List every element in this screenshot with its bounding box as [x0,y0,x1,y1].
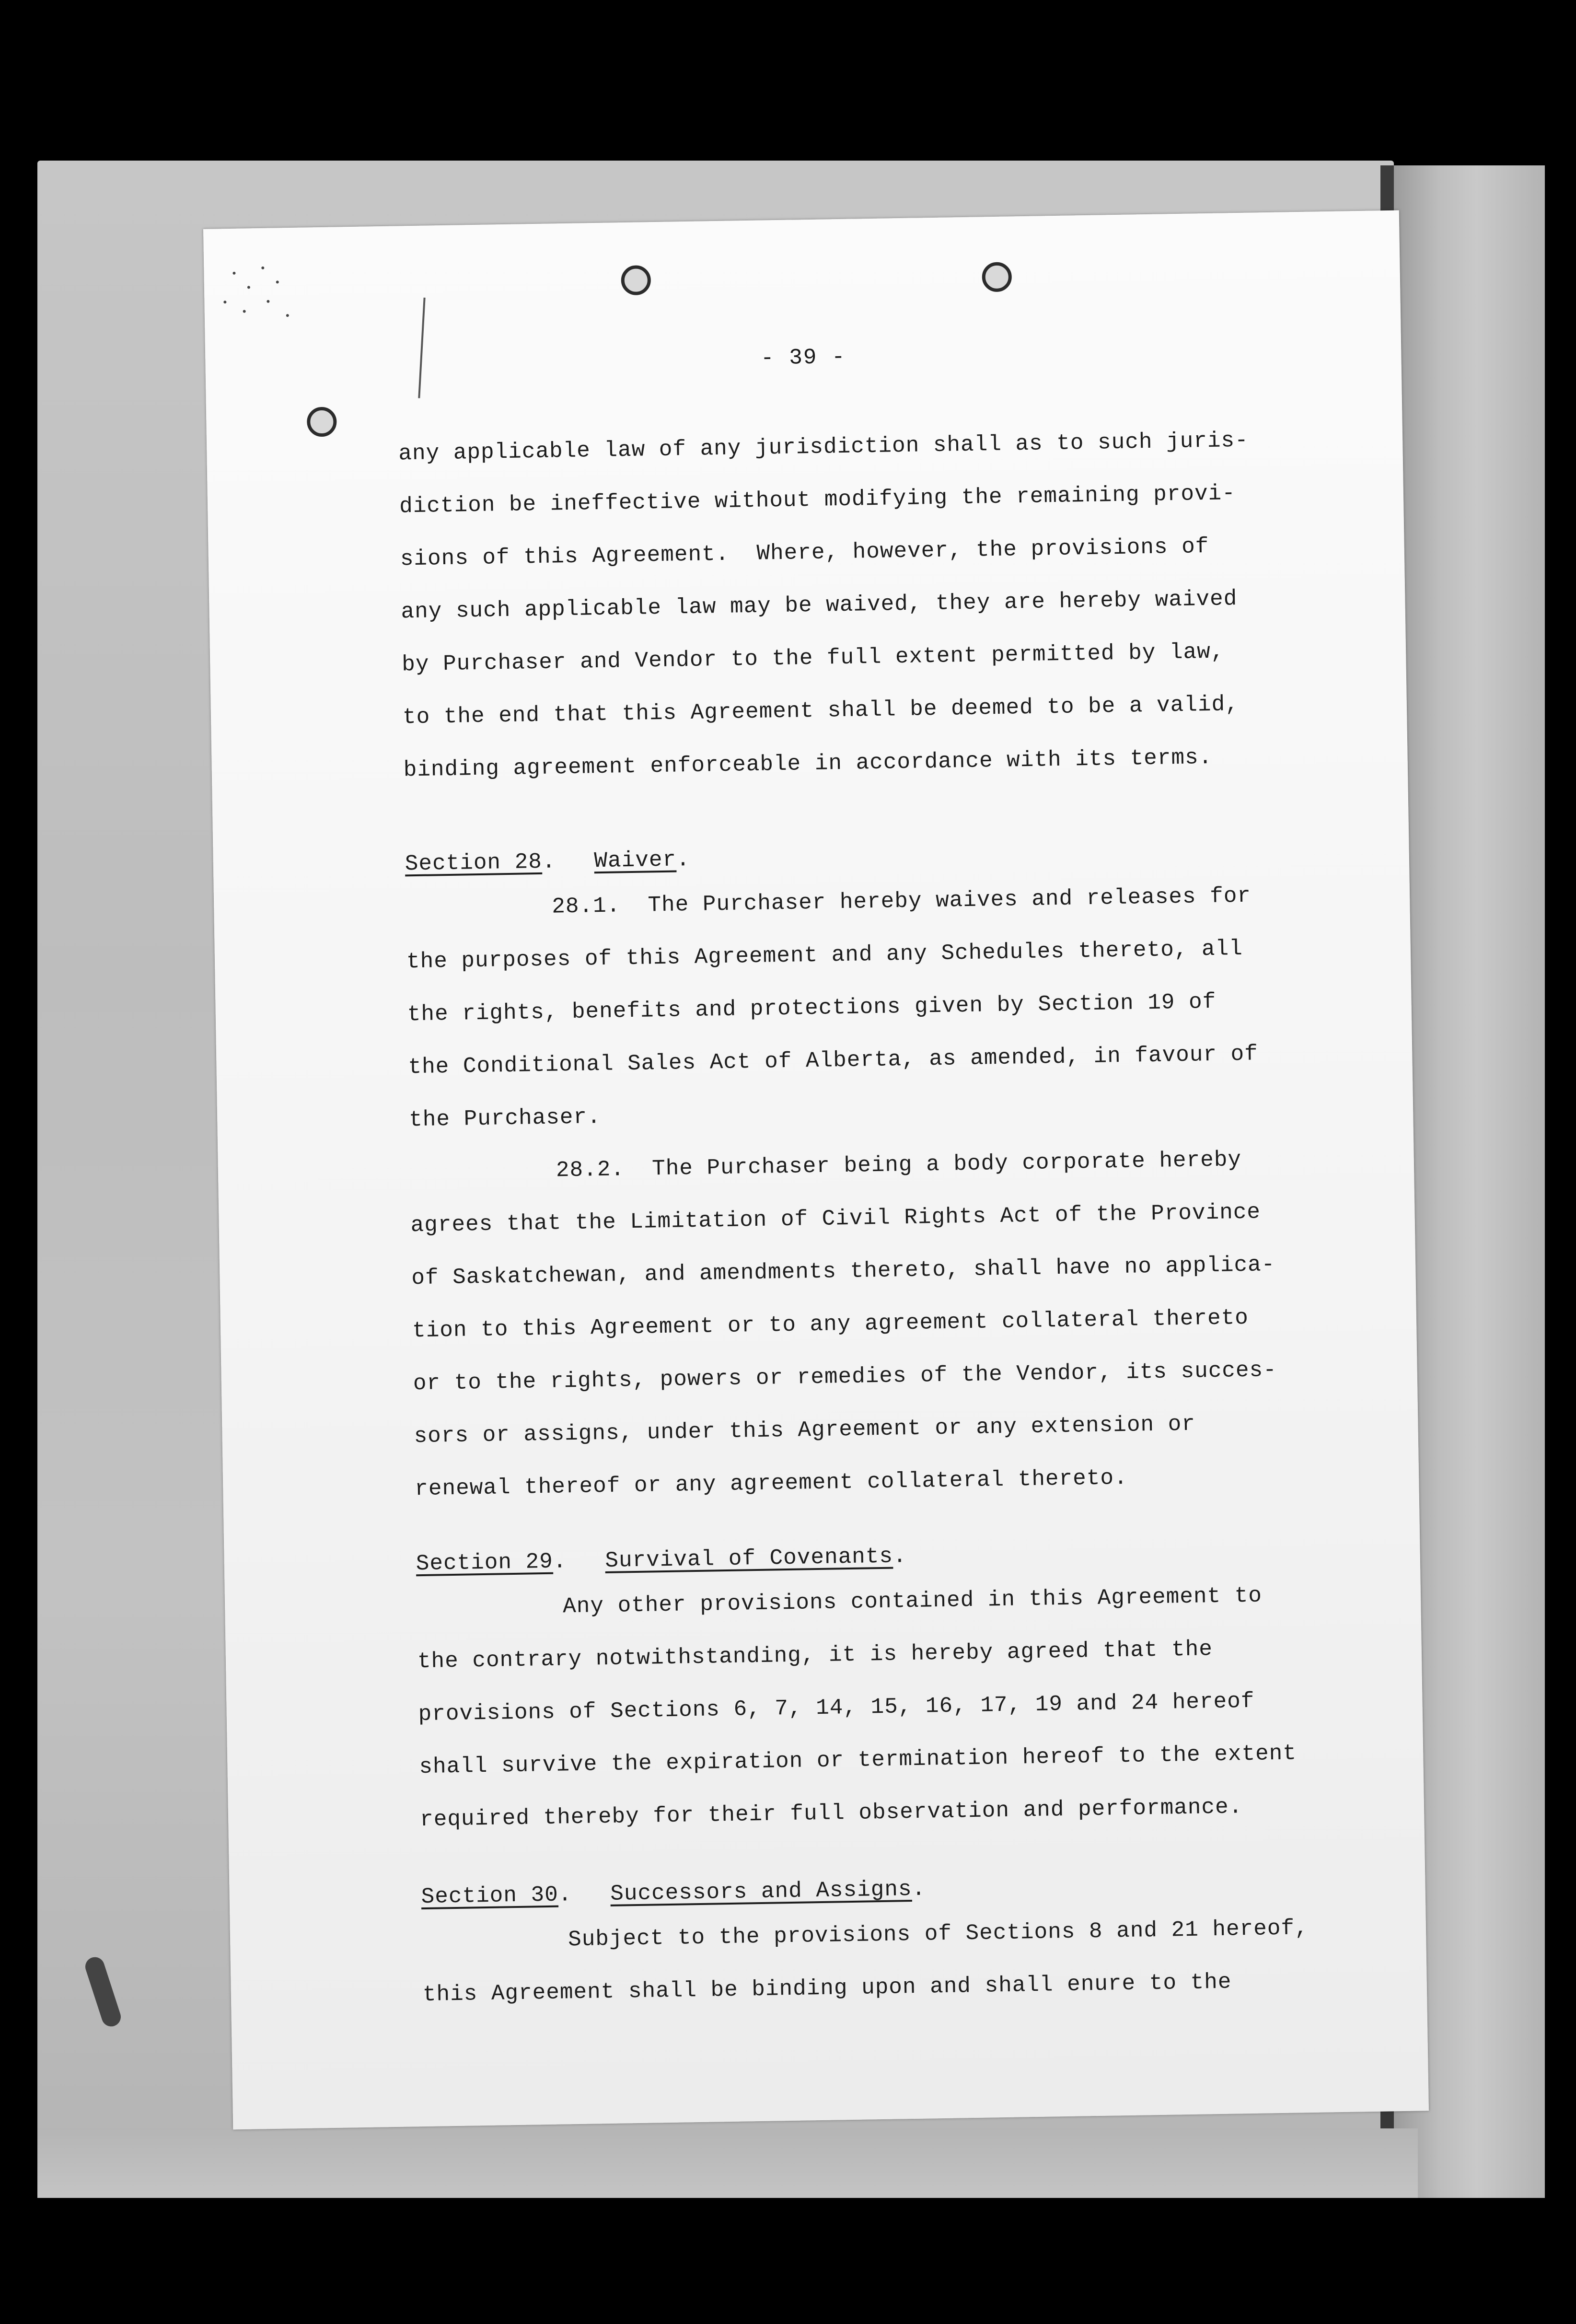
text-line: the contrary notwithstanding, it is hereby agreed that the [417,1637,1213,1674]
section-30-body [421,1902,1314,2021]
text-line: the purposes of this Agreement and any Schedules thereto, all [406,936,1243,975]
text-line: renewal thereof or any agreement collateral thereto. [414,1465,1128,1502]
text-line: this Agreement shall be binding upon and shall enure to the [422,1969,1232,2008]
text-line: Subject to the provisions of Sections 8 and 21 hereof, [568,1916,1309,1952]
section-title: Successors and Assigns [610,1877,912,1906]
text-line: shall survive the expiration or termination hereof to the extent [419,1741,1297,1780]
text-line: of Saskatchewan, and amendments thereto, shall have no applica- [411,1252,1275,1291]
text-line: Any other provisions contained in this Agreement to [562,1583,1263,1619]
text-line: 28.1. The Purchaser hereby waives and releases for [551,883,1252,919]
text-line: binding agreement enforceable in accordance with its terms. [403,744,1213,783]
intro-paragraph [398,413,1296,796]
section-title: Waiver [594,847,677,874]
text-line: any such applicable law may be waived, they are hereby waived [401,586,1238,625]
text-line: required thereby for their full observation and performance. [419,1794,1243,1833]
text-line: agrees that the Limitation of Civil Rights Act of the Province [410,1199,1261,1238]
text-line: the rights, benefits and protections given by Section 19 of [407,989,1217,1027]
text-line: diction be ineffective without modifying the remaining provi- [399,481,1236,519]
text-line: to the end that this Agreement shall be deemed to be a valid, [402,692,1240,730]
section-number: Section 29 [416,1549,554,1577]
text-line: provisions of Sections 6, 7, 14, 15, 16, 17, 19 and 24 hereof [418,1688,1255,1727]
section-30-heading: Section 30. Successors and Assigns. [421,1876,926,1910]
text-line: the Conditional Sales Act of Alberta, as amended, in favour of [408,1041,1259,1080]
text-line: 28.2. The Purchaser being a body corporate hereby [556,1147,1242,1183]
punch-hole-right [982,262,1012,292]
section-28-body [405,869,1307,1515]
text-line: sors or assigns, under this Agreement or any extension or [414,1411,1196,1449]
staple-marks [213,256,311,353]
punch-hole-side [307,407,337,437]
text-line: or to the rights, powers or remedies of the Vendor, its succes- [413,1357,1277,1396]
pencil-mark [418,298,425,398]
section-28-heading: Section 28. Waiver. [405,847,691,877]
punch-hole-left [621,265,651,295]
text-line: any applicable law of any jurisdiction shall as to such juris- [398,428,1249,466]
text-line: the Purchaser. [408,1104,602,1133]
section-number: Section 30 [421,1882,559,1910]
text-line: sions of this Agreement. Where, however, the provisions of [400,534,1209,572]
text-line: by Purchaser and Vendor to the full extent permitted by law, [401,639,1225,677]
section-number: Section 28 [405,849,543,877]
section-title: Survival of Covenants [605,1544,893,1574]
document-page [203,210,1429,2130]
text-line: tion to this Agreement or to any agreement collateral thereto [412,1305,1249,1344]
section-29-heading: Section 29. Survival of Covenants. [416,1544,907,1577]
section-29-body [416,1569,1311,1846]
mount-bottom-strip [37,2128,1418,2198]
page-number: - 39 - [760,344,846,371]
